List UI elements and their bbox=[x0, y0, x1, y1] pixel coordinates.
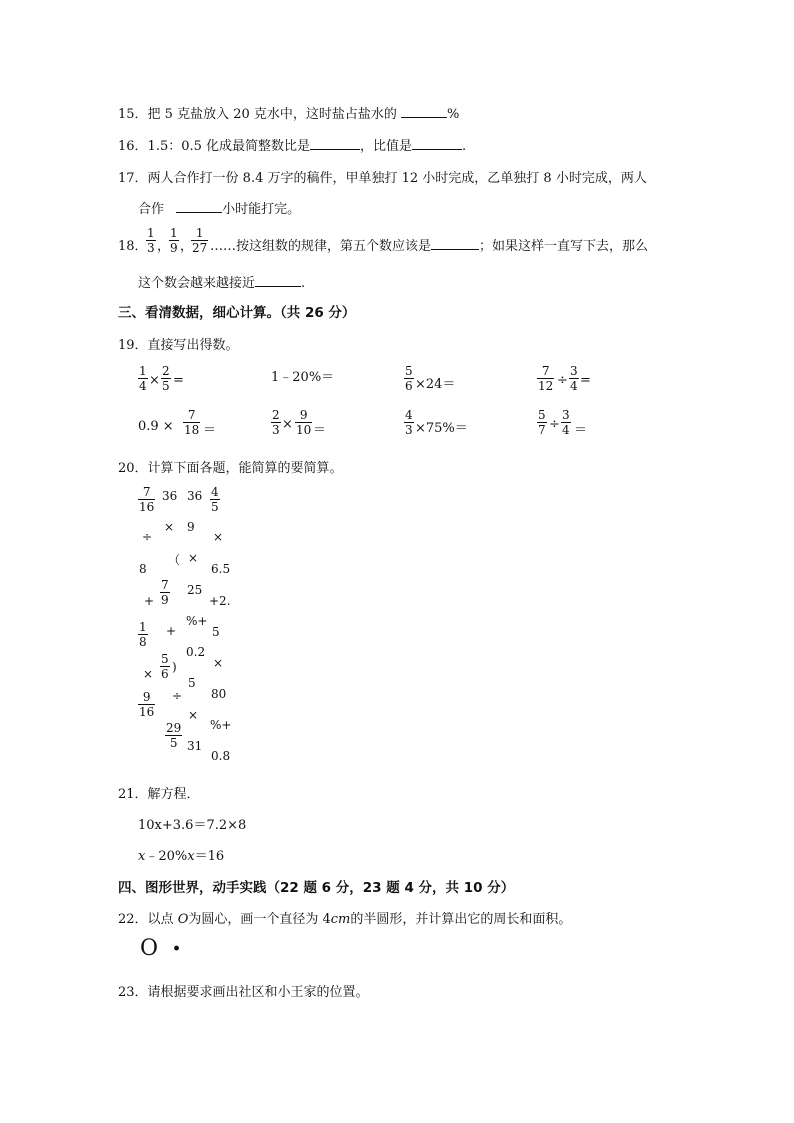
question-text: 把 5 克盐放入 20 克水中，这时盐占盐水的 bbox=[147, 107, 397, 122]
variable: O bbox=[177, 912, 189, 927]
question-number: 15． bbox=[118, 107, 148, 122]
question-text: ……按这组数的规律，第五个数应该是 bbox=[210, 239, 432, 254]
denominator: 3 bbox=[405, 423, 413, 437]
number: 0.8 bbox=[211, 749, 231, 763]
number: 36 bbox=[162, 489, 178, 503]
denominator: 3 bbox=[147, 241, 155, 255]
numerator: 7 bbox=[142, 485, 151, 499]
equals: = bbox=[580, 373, 591, 388]
equals: ＝ bbox=[203, 423, 217, 438]
unit: cm bbox=[330, 912, 351, 927]
question-text: 合作 bbox=[138, 202, 165, 217]
denominator: 7 bbox=[538, 423, 546, 437]
question-18-line2 bbox=[138, 272, 305, 291]
expression: %+ bbox=[210, 718, 232, 732]
numerator: 2 bbox=[272, 408, 280, 422]
number: 80 bbox=[211, 687, 227, 701]
equals: ＝ bbox=[313, 423, 327, 438]
fraction bbox=[404, 364, 414, 393]
question-text: ；如果这样一直写下去，那么 bbox=[479, 239, 649, 254]
question-15 bbox=[118, 103, 459, 122]
numerator: 2 bbox=[162, 364, 170, 378]
fraction bbox=[537, 364, 554, 393]
section-title: 三、看清数据，细心计算。（共 26 分） bbox=[118, 305, 356, 321]
variable: x bbox=[138, 849, 146, 864]
denominator: 10 bbox=[296, 423, 312, 437]
fraction bbox=[295, 408, 312, 437]
equals: ＝ bbox=[574, 423, 588, 438]
numerator: 3 bbox=[570, 364, 578, 378]
question-21 bbox=[118, 783, 200, 802]
denominator: 16 bbox=[139, 705, 155, 719]
denominator: 18 bbox=[184, 423, 200, 437]
number: 5 bbox=[212, 625, 220, 639]
operator: × bbox=[188, 708, 199, 722]
fraction bbox=[138, 690, 155, 719]
number: 0.2 bbox=[186, 645, 206, 659]
numerator: 1 bbox=[170, 226, 178, 240]
question-text: 小时能打完。 bbox=[222, 202, 301, 217]
fraction bbox=[537, 408, 547, 437]
fraction bbox=[160, 652, 170, 681]
numerator: 9 bbox=[142, 690, 151, 704]
fraction bbox=[138, 485, 155, 514]
operator: + bbox=[144, 594, 155, 608]
number: 6.5 bbox=[211, 562, 231, 576]
question-text: . bbox=[301, 276, 306, 291]
numerator: 1 bbox=[139, 620, 147, 634]
question-23 bbox=[118, 981, 369, 1000]
question-text: 请根据要求画出社区和小王家的位置。 bbox=[147, 985, 369, 1000]
denominator: 5 bbox=[162, 379, 170, 393]
equals: = bbox=[173, 373, 184, 388]
variable: x bbox=[187, 849, 195, 864]
denominator: 4 bbox=[570, 379, 578, 393]
denominator: 5 bbox=[211, 500, 219, 514]
question-18-number: 18． bbox=[118, 239, 148, 254]
denominator: 16 bbox=[139, 500, 155, 514]
question-number: 21． bbox=[118, 787, 148, 802]
question-text: 解方程． bbox=[147, 787, 200, 802]
answer-blank bbox=[176, 200, 222, 213]
fraction bbox=[191, 226, 208, 255]
expression: ×24＝ bbox=[415, 377, 456, 392]
expression: 0.9 × bbox=[138, 419, 174, 434]
expression: ﹣20% bbox=[145, 849, 188, 864]
question-text: 这个数会越来越接近 bbox=[138, 276, 256, 291]
number: 31 bbox=[187, 739, 203, 753]
numerator: 1 bbox=[139, 364, 147, 378]
denominator: 27 bbox=[192, 241, 208, 255]
fraction bbox=[138, 620, 148, 649]
question-17-line1 bbox=[118, 167, 647, 186]
denominator: 6 bbox=[161, 667, 169, 681]
operator: ÷ bbox=[172, 689, 183, 703]
fraction bbox=[161, 364, 171, 393]
question-text: 计算下面各题，能简算的要简算。 bbox=[147, 461, 343, 476]
number: 5 bbox=[188, 676, 196, 690]
fraction bbox=[169, 226, 179, 255]
fraction bbox=[404, 408, 414, 437]
center-point: · bbox=[172, 934, 182, 964]
numerator: 5 bbox=[405, 364, 413, 378]
numerator: 29 bbox=[166, 721, 182, 735]
question-number: 20． bbox=[118, 461, 148, 476]
fraction bbox=[561, 408, 571, 437]
comma: ， bbox=[180, 239, 194, 254]
expression: %+ bbox=[186, 614, 208, 628]
fraction bbox=[210, 485, 220, 514]
paren: ) bbox=[172, 660, 177, 674]
number: 36 bbox=[187, 489, 203, 503]
expression: 1﹣20%＝ bbox=[271, 370, 335, 385]
denominator: 4 bbox=[139, 379, 147, 393]
point-label: O bbox=[140, 936, 159, 961]
equation: 10x+3.6＝7.2×8 bbox=[138, 818, 247, 833]
question-16 bbox=[118, 135, 466, 154]
fraction bbox=[569, 364, 579, 393]
number: 8 bbox=[139, 562, 147, 576]
numerator: 5 bbox=[538, 408, 546, 422]
denominator: 12 bbox=[538, 379, 554, 393]
numerator: 1 bbox=[195, 226, 204, 240]
question-number: 16． bbox=[118, 139, 148, 154]
numerator: 9 bbox=[299, 408, 308, 422]
operator: × bbox=[213, 656, 224, 670]
expression: ＝16 bbox=[194, 849, 225, 864]
operator: × bbox=[188, 551, 199, 565]
operator: ÷ bbox=[557, 373, 568, 388]
fraction bbox=[271, 408, 281, 437]
operator: + bbox=[166, 624, 177, 638]
operator: × bbox=[213, 530, 224, 544]
answer-blank bbox=[255, 274, 301, 287]
operator: ÷ bbox=[549, 417, 560, 432]
answer-blank bbox=[412, 137, 462, 150]
numerator: 4 bbox=[405, 408, 413, 422]
question-20 bbox=[118, 457, 343, 476]
answer-blank bbox=[431, 237, 479, 250]
section-title: 四、图形世界，动手实践（22 题 6 分，23 题 4 分，共 10 分） bbox=[118, 880, 515, 896]
answer-blank bbox=[401, 105, 447, 118]
denominator: 5 bbox=[169, 736, 178, 750]
question-text: ，比值是 bbox=[360, 139, 413, 154]
number: 9 bbox=[187, 520, 195, 534]
fraction bbox=[146, 226, 156, 255]
comma: ， bbox=[157, 239, 171, 254]
paren: （ bbox=[168, 553, 181, 567]
question-text: 两人合作打一份 8.4 万字的稿件，甲单独打 12 小时完成，乙单独打 8 小时完成，两人 bbox=[147, 171, 647, 186]
numerator: 3 bbox=[562, 408, 570, 422]
denominator: 9 bbox=[170, 241, 178, 255]
operator: × bbox=[149, 373, 160, 388]
fraction bbox=[183, 408, 200, 437]
denominator: 4 bbox=[562, 423, 570, 437]
question-text: 以点 bbox=[147, 912, 178, 927]
fraction bbox=[160, 578, 170, 607]
question-19 bbox=[118, 334, 239, 353]
numerator: 5 bbox=[161, 652, 169, 666]
operator: × bbox=[282, 417, 293, 432]
denominator: 8 bbox=[139, 635, 147, 649]
question-number: 19． bbox=[118, 338, 148, 353]
expression: ×75%＝ bbox=[415, 421, 468, 436]
denominator: 3 bbox=[272, 423, 280, 437]
equation bbox=[138, 845, 224, 864]
question-number: 17． bbox=[118, 171, 148, 186]
numerator: 1 bbox=[147, 226, 155, 240]
question-18-text bbox=[210, 235, 648, 254]
question-22 bbox=[118, 908, 571, 927]
numerator: 4 bbox=[211, 485, 219, 499]
question-text: . bbox=[462, 139, 467, 154]
numerator: 7 bbox=[187, 408, 196, 422]
numerator: 7 bbox=[161, 578, 169, 592]
fraction bbox=[165, 721, 182, 750]
expression: +2. bbox=[209, 594, 231, 608]
question-text: 为圆心，画一个直径为 4 bbox=[188, 912, 331, 927]
question-number: 22． bbox=[118, 912, 148, 927]
question-17-line2 bbox=[138, 198, 300, 217]
number: 25 bbox=[187, 583, 203, 597]
question-text: 1.5：0.5 化成最简整数比是 bbox=[147, 139, 311, 154]
denominator: 9 bbox=[161, 593, 169, 607]
question-text: % bbox=[447, 107, 460, 122]
operator: × bbox=[143, 667, 154, 681]
question-text: 直接写出得数。 bbox=[147, 338, 239, 353]
operator: ÷ bbox=[142, 530, 153, 544]
numerator: 7 bbox=[541, 364, 550, 378]
fraction bbox=[138, 364, 148, 393]
operator: × bbox=[164, 520, 175, 534]
question-text: 的半圆形，并计算出它的周长和面积。 bbox=[350, 912, 572, 927]
denominator: 6 bbox=[405, 379, 413, 393]
question-number: 23． bbox=[118, 985, 148, 1000]
answer-blank bbox=[310, 137, 360, 150]
